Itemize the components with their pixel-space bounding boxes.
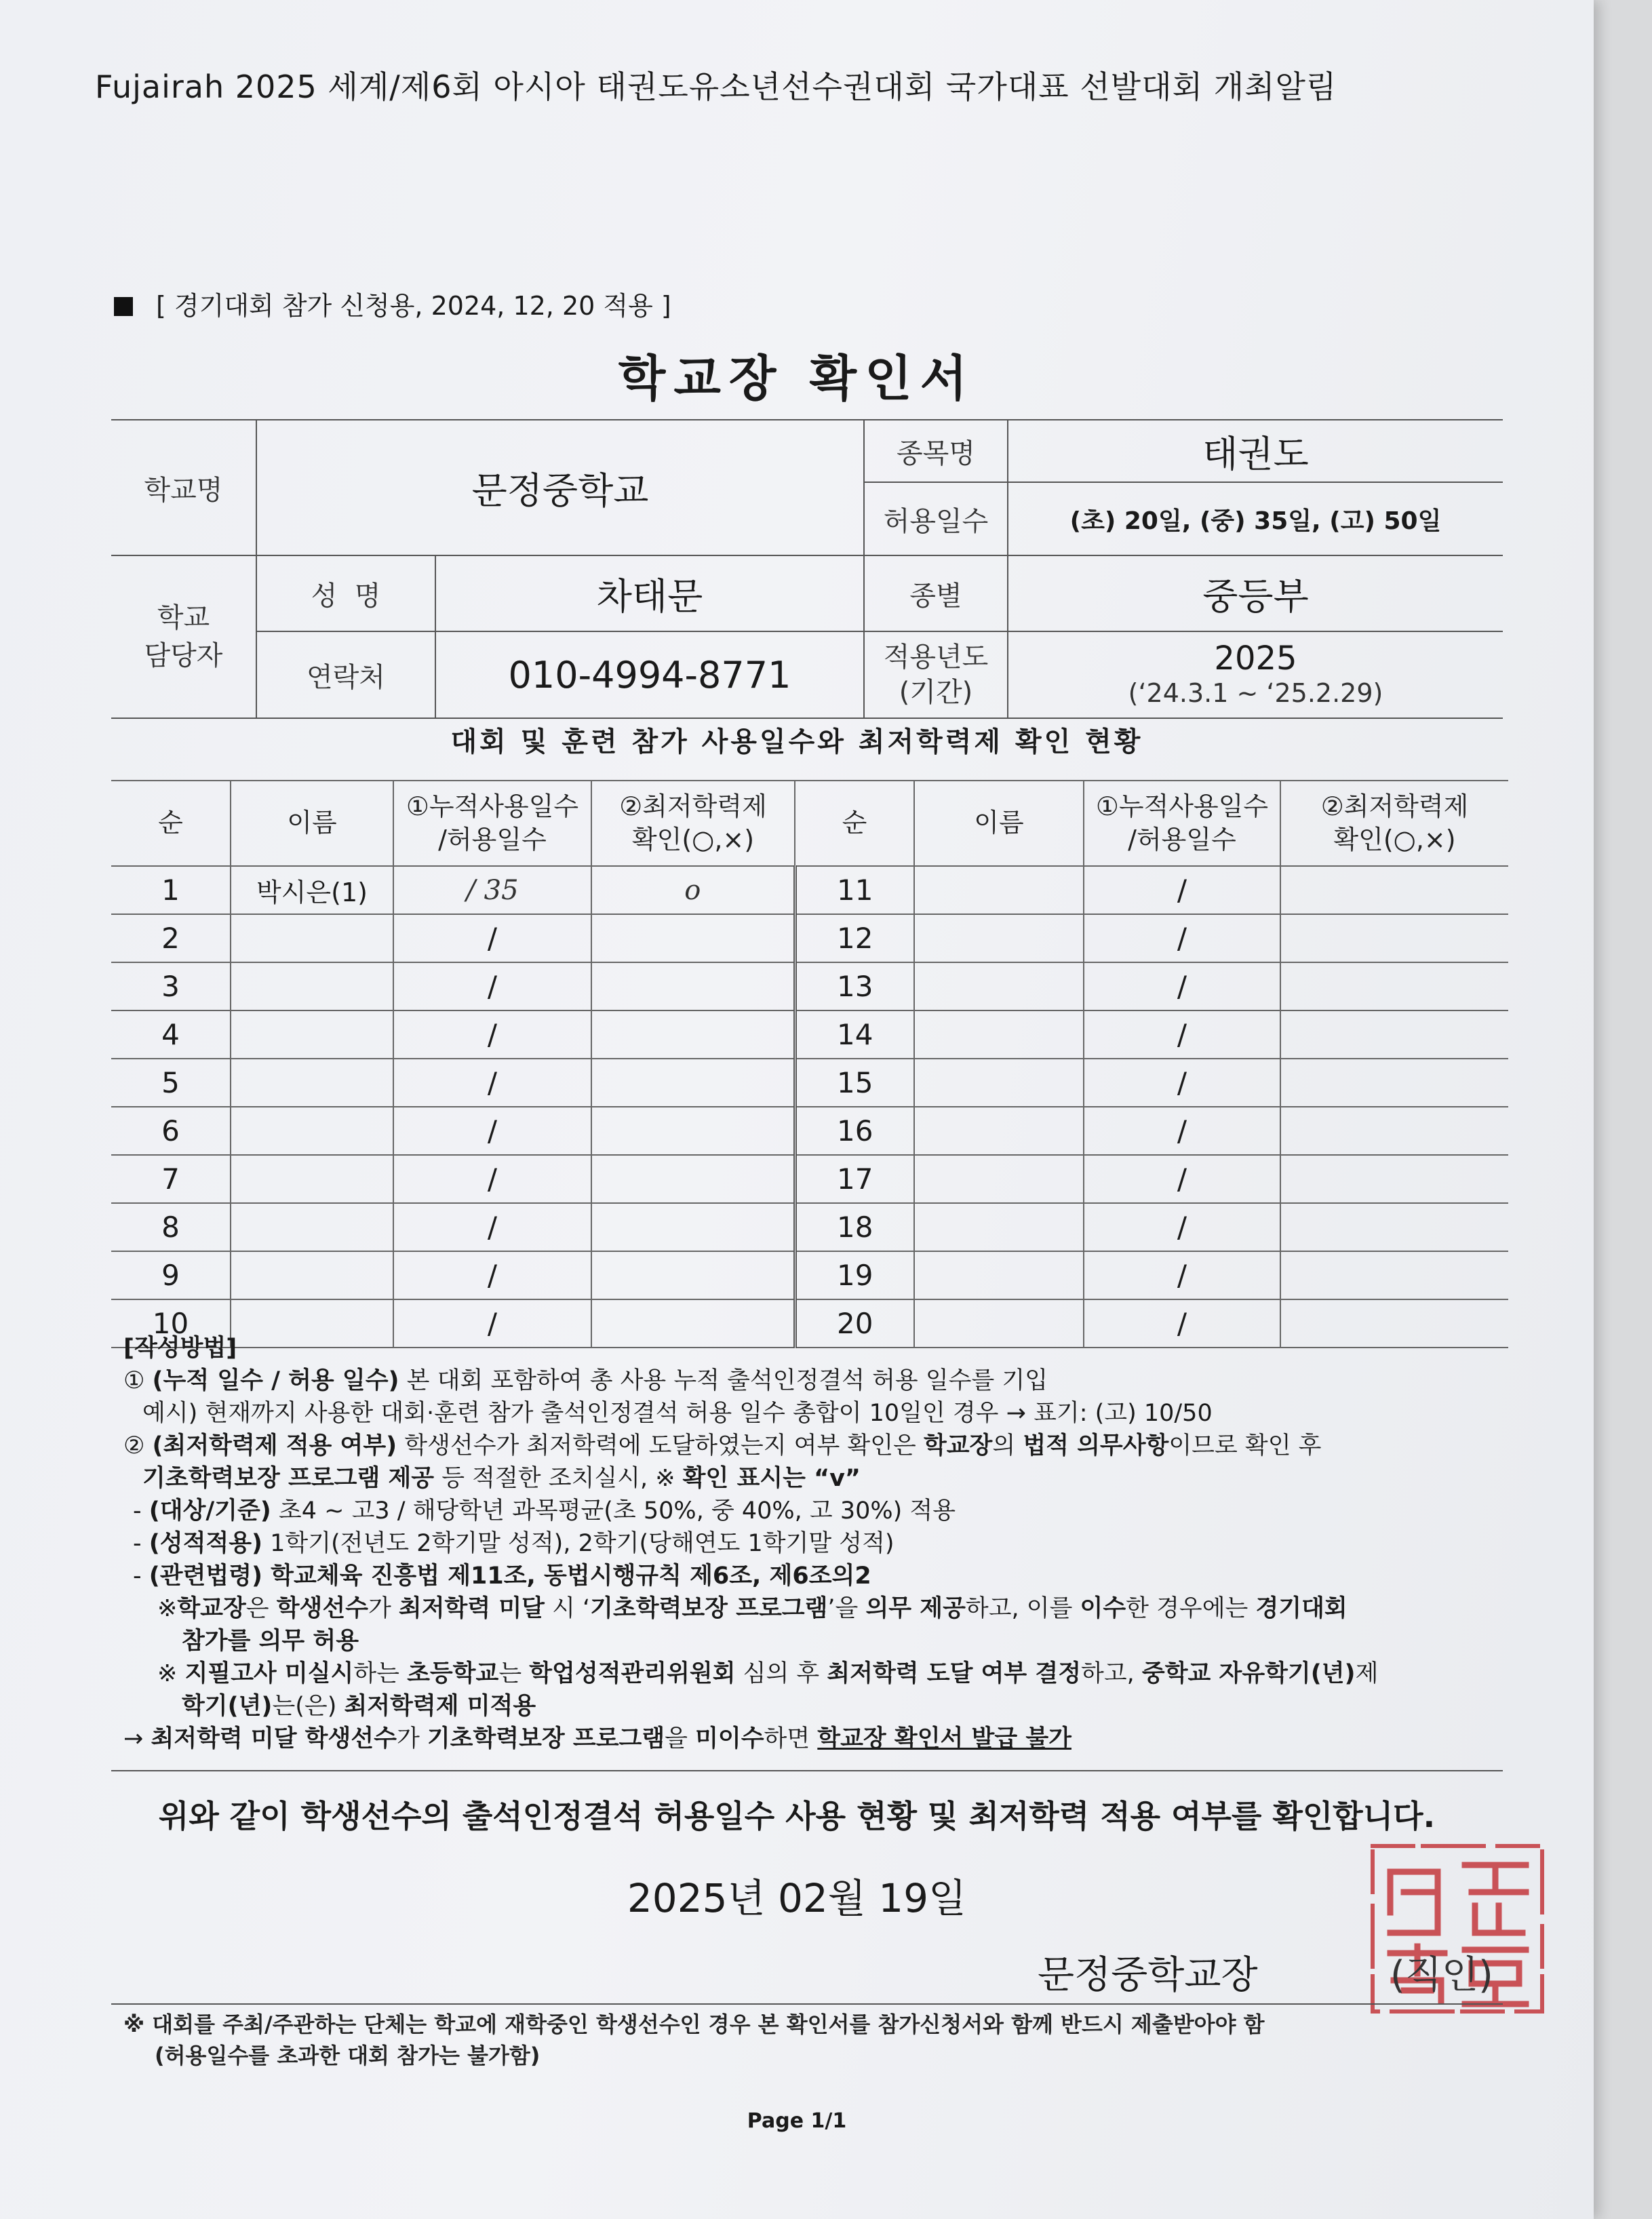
days-used: / bbox=[1084, 914, 1280, 962]
days-used: / bbox=[393, 1299, 591, 1348]
instruction-line bbox=[123, 1657, 1520, 1690]
instruction-line bbox=[123, 1364, 1520, 1397]
text: 이므로 확인 후 bbox=[1168, 1432, 1322, 1459]
table-row bbox=[111, 1107, 1508, 1155]
days-used: / bbox=[1084, 1155, 1280, 1203]
min-score-check bbox=[1280, 962, 1508, 1010]
col-num: 순 bbox=[111, 781, 231, 866]
text: 최저학력제 미적용 bbox=[344, 1693, 536, 1720]
days-used: / bbox=[1084, 962, 1280, 1010]
instruction-line bbox=[123, 1462, 1520, 1495]
text: 본 대회 포함하여 총 사용 누적 출석인정결석 허용 일수를 기입 bbox=[399, 1367, 1048, 1394]
year-period: (‘24.3.1 ~ ‘25.2.29) bbox=[1128, 678, 1383, 709]
days-used: / bbox=[393, 1010, 591, 1059]
student-name bbox=[914, 1010, 1084, 1059]
col-check-right: ②최저학력제 확인(○,×) bbox=[1280, 781, 1508, 866]
text: 는 bbox=[498, 1660, 530, 1687]
student-name bbox=[914, 1251, 1084, 1299]
text: ※ bbox=[157, 1660, 185, 1687]
text: 심의 후 bbox=[735, 1660, 827, 1687]
student-name bbox=[914, 914, 1084, 962]
table-row bbox=[111, 1010, 1508, 1059]
col-days: ①누적사용일수 /허용일수 bbox=[393, 781, 591, 866]
days-used: / bbox=[393, 1107, 591, 1155]
row-number: 5 bbox=[111, 1059, 231, 1107]
principal-name: 문정중학교장 bbox=[1038, 1953, 1258, 1997]
min-score-check bbox=[1280, 1059, 1508, 1107]
table-row bbox=[111, 1251, 1508, 1299]
text: 의무 제공 bbox=[865, 1595, 966, 1622]
text: 초4 ~ 고3 / 해당학년 과목평균(초 50%, 중 40%, 고 30%) 적용 bbox=[271, 1497, 956, 1525]
days-used: / bbox=[1084, 1203, 1280, 1251]
table-row bbox=[111, 1155, 1508, 1203]
instructions bbox=[123, 1332, 1520, 1755]
text: 기초학력보장 프로그램 bbox=[427, 1725, 665, 1752]
instructions-title: [작성방법] bbox=[123, 1335, 237, 1362]
row-number: 19 bbox=[795, 1251, 914, 1299]
text: (누적 일수 / 허용 일수) bbox=[152, 1367, 399, 1394]
allowed-days-label: 허용일수 bbox=[864, 482, 1008, 555]
row-number: 3 bbox=[111, 962, 231, 1010]
min-score-check: o bbox=[591, 866, 795, 914]
min-score-check bbox=[1280, 866, 1508, 914]
text: ① bbox=[123, 1367, 153, 1394]
text: 확인 표시는 “v” bbox=[682, 1465, 861, 1492]
text: 학교장 bbox=[177, 1595, 246, 1622]
days-used: / 35 bbox=[393, 866, 591, 914]
min-score-check bbox=[591, 1251, 795, 1299]
instruction-line: 참가를 의무 허용 bbox=[182, 1628, 359, 1655]
text: 경기대회 bbox=[1255, 1595, 1348, 1622]
text: 최저학력 도달 여부 결정 bbox=[827, 1660, 1082, 1687]
text: 지필고사 미실시 bbox=[184, 1660, 354, 1687]
row-number: 10 bbox=[111, 1299, 231, 1348]
year-label: 적용년도 (기간) bbox=[864, 631, 1008, 718]
allowed-days-value: (초) 20일, (중) 35일, (고) 50일 bbox=[1008, 482, 1503, 555]
text: (대상/기준) bbox=[149, 1497, 271, 1525]
attendance-table bbox=[111, 780, 1508, 1348]
text: 학생선수 bbox=[276, 1595, 368, 1622]
year-value: 2025 bbox=[1214, 640, 1297, 678]
contact-label: 학교 담당자 bbox=[111, 555, 256, 718]
row-number: 12 bbox=[795, 914, 914, 962]
instruction-line bbox=[123, 1495, 1520, 1527]
text: 기초학력보장 프로그램 bbox=[590, 1595, 828, 1622]
days-used: / bbox=[393, 1251, 591, 1299]
text: 가 bbox=[396, 1725, 427, 1752]
footnote-line: (허용일수를 초과한 대회 참가는 불가함) bbox=[155, 2043, 540, 2068]
min-score-check bbox=[1280, 1155, 1508, 1203]
days-used: / bbox=[393, 914, 591, 962]
col-name-right: 이름 bbox=[914, 781, 1084, 866]
table-row bbox=[111, 866, 1508, 914]
text: 하고, 이를 bbox=[965, 1595, 1080, 1622]
text: 시 ‘ bbox=[544, 1595, 591, 1622]
min-score-check bbox=[1280, 1251, 1508, 1299]
year-cell bbox=[1008, 631, 1503, 718]
notice-text: [ 경기대회 참가 신청용, 2024, 12, 20 적용 ] bbox=[156, 291, 671, 321]
student-name bbox=[914, 1059, 1084, 1107]
student-name bbox=[914, 1203, 1084, 1251]
text: ’을 bbox=[827, 1595, 866, 1622]
row-number: 16 bbox=[795, 1107, 914, 1155]
row-number: 11 bbox=[795, 866, 914, 914]
attendance-header-row bbox=[111, 781, 1508, 866]
text: 학기(년) bbox=[182, 1693, 273, 1720]
school-value: 문정중학교 bbox=[256, 420, 864, 555]
instruction-line bbox=[123, 1592, 1520, 1625]
header-title: Fujairah 2025 세계/제6회 아시아 태권도유소년선수권대회 국가대표 선발대회 개최알림 bbox=[95, 68, 1337, 105]
days-used: / bbox=[1084, 1251, 1280, 1299]
table-row bbox=[111, 962, 1508, 1010]
divider bbox=[111, 1770, 1503, 1771]
name-label: 성 명 bbox=[256, 555, 435, 631]
row-number: 9 bbox=[111, 1251, 231, 1299]
min-score-check bbox=[591, 914, 795, 962]
instruction-line bbox=[123, 1527, 1520, 1560]
min-score-check bbox=[1280, 1010, 1508, 1059]
instruction-line: 예시) 현재까지 사용한 대회·훈련 참가 출석인정결석 허용 일수 총합이 10일인 경우 → 표기: (고) 10/50 bbox=[142, 1400, 1213, 1427]
col-check: ②최저학력제 확인(○,×) bbox=[591, 781, 795, 866]
days-used: / bbox=[1084, 1299, 1280, 1348]
text: - bbox=[133, 1497, 149, 1525]
text: 등 적절한 조치실시, ※ bbox=[434, 1465, 683, 1492]
text: ※ bbox=[157, 1595, 178, 1622]
days-used: / bbox=[393, 1059, 591, 1107]
text: 이수 bbox=[1080, 1595, 1126, 1622]
text: 최저학력 미달 학생선수 bbox=[151, 1725, 397, 1752]
text: 의 bbox=[992, 1432, 1023, 1459]
min-score-check bbox=[591, 962, 795, 1010]
text: (최저학력제 적용 여부) bbox=[152, 1432, 397, 1459]
student-name bbox=[231, 1155, 393, 1203]
info-table bbox=[111, 419, 1503, 719]
instruction-line bbox=[123, 1723, 1520, 1755]
seal-label: (직인) bbox=[1390, 1953, 1493, 1997]
footnote-line: ※ 대회를 주최/주관하는 단체는 학교에 재학중인 학생선수인 경우 본 확인서를 참가신청서와 함께 반드시 제출받아야 함 bbox=[123, 2011, 1265, 2037]
document-title: 학교장 확인서 bbox=[618, 350, 976, 407]
confirm-statement: 위와 같이 학생선수의 출석인정결석 허용일수 사용 현황 및 최저학력 적용 여부를 확인합니다. bbox=[158, 1798, 1436, 1834]
text: 최저학력 미달 bbox=[398, 1595, 545, 1622]
event-label: 종목명 bbox=[864, 420, 1008, 482]
text: 학교장 bbox=[923, 1432, 993, 1459]
text: 제 bbox=[1355, 1660, 1379, 1687]
text: → bbox=[123, 1725, 151, 1752]
row-number: 14 bbox=[795, 1010, 914, 1059]
min-score-check bbox=[591, 1010, 795, 1059]
text: 1학기(전년도 2학기말 성적), 2학기(당해연도 1학기말 성적) bbox=[262, 1530, 894, 1557]
min-score-check bbox=[591, 1107, 795, 1155]
row-number: 15 bbox=[795, 1059, 914, 1107]
text: ② bbox=[123, 1432, 153, 1459]
student-name bbox=[914, 866, 1084, 914]
name-value: 차태문 bbox=[435, 555, 864, 631]
days-used: / bbox=[393, 962, 591, 1010]
row-number: 20 bbox=[795, 1299, 914, 1348]
row-number: 17 bbox=[795, 1155, 914, 1203]
page-number: Page 1/1 bbox=[747, 2109, 847, 2133]
text: 한 경우에는 bbox=[1126, 1595, 1256, 1622]
col-days-right: ①누적사용일수 /허용일수 bbox=[1084, 781, 1280, 866]
issue-date: 2025년 02월 19일 bbox=[627, 1875, 967, 1921]
divider bbox=[111, 2003, 1503, 2005]
text: 미이수 bbox=[695, 1725, 764, 1752]
row-number: 18 bbox=[795, 1203, 914, 1251]
min-score-check bbox=[1280, 1203, 1508, 1251]
notice-line bbox=[114, 285, 671, 322]
section-title: 대회 및 훈련 참가 사용일수와 최저학력제 확인 현황 bbox=[450, 726, 1143, 758]
text: 하고, bbox=[1081, 1660, 1142, 1687]
days-used: / bbox=[1084, 1059, 1280, 1107]
row-number: 1 bbox=[111, 866, 231, 914]
student-name bbox=[914, 962, 1084, 1010]
text: (관련법령) 학교체육 진흥법 제11조, 동법시행규칙 제6조, 제6조의2 bbox=[149, 1563, 871, 1590]
text: 초등학교 bbox=[407, 1660, 499, 1687]
table-row bbox=[111, 1203, 1508, 1251]
row-number: 4 bbox=[111, 1010, 231, 1059]
days-used: / bbox=[393, 1155, 591, 1203]
footnote bbox=[123, 2009, 1265, 2071]
row-number: 7 bbox=[111, 1155, 231, 1203]
min-score-check bbox=[591, 1059, 795, 1107]
square-bullet-icon bbox=[114, 297, 133, 316]
student-name bbox=[231, 1251, 393, 1299]
text: 은 bbox=[245, 1595, 277, 1622]
min-score-check bbox=[591, 1155, 795, 1203]
min-score-check bbox=[591, 1203, 795, 1251]
table-row bbox=[111, 914, 1508, 962]
student-name bbox=[231, 1059, 393, 1107]
text: - bbox=[133, 1530, 149, 1557]
days-used: / bbox=[1084, 1107, 1280, 1155]
student-name bbox=[914, 1155, 1084, 1203]
text: - bbox=[133, 1563, 149, 1590]
min-score-check bbox=[1280, 1107, 1508, 1155]
text: (성적적용) bbox=[149, 1530, 262, 1557]
student-name bbox=[231, 1010, 393, 1059]
student-name bbox=[231, 1107, 393, 1155]
text: 하는 bbox=[353, 1660, 408, 1687]
text: 중학교 자유학기(년) bbox=[1141, 1660, 1356, 1687]
text: 법적 의무사항 bbox=[1023, 1432, 1169, 1459]
text: 하면 bbox=[764, 1725, 818, 1752]
text: 기초학력보장 프로그램 제공 bbox=[142, 1465, 435, 1492]
event-value: 태권도 bbox=[1008, 420, 1503, 482]
phone-value: 010-4994-8771 bbox=[435, 631, 864, 718]
row-number: 8 bbox=[111, 1203, 231, 1251]
text: 가 bbox=[368, 1595, 399, 1622]
days-used: / bbox=[1084, 866, 1280, 914]
row-number: 13 bbox=[795, 962, 914, 1010]
min-score-check bbox=[1280, 914, 1508, 962]
student-name bbox=[231, 962, 393, 1010]
school-label: 학교명 bbox=[111, 420, 256, 555]
days-used: / bbox=[1084, 1010, 1280, 1059]
phone-label: 연락처 bbox=[256, 631, 435, 718]
instruction-line bbox=[123, 1430, 1520, 1462]
division-value: 중등부 bbox=[1008, 555, 1503, 631]
instruction-line bbox=[123, 1690, 1520, 1723]
col-name: 이름 bbox=[231, 781, 393, 866]
text: 을 bbox=[665, 1725, 696, 1752]
division-label: 종별 bbox=[864, 555, 1008, 631]
student-name bbox=[231, 914, 393, 962]
student-name bbox=[914, 1107, 1084, 1155]
student-name: 박시은(1) bbox=[231, 866, 393, 914]
days-used: / bbox=[393, 1203, 591, 1251]
instruction-line bbox=[123, 1560, 1520, 1592]
text: 학업성적관리위원회 bbox=[529, 1660, 736, 1687]
student-name bbox=[231, 1203, 393, 1251]
table-row bbox=[111, 1059, 1508, 1107]
col-num-right: 순 bbox=[795, 781, 914, 866]
row-number: 2 bbox=[111, 914, 231, 962]
text: 학교장 확인서 발급 불가 bbox=[817, 1725, 1071, 1752]
row-number: 6 bbox=[111, 1107, 231, 1155]
text: 학생선수가 최저학력에 도달하였는지 여부 확인은 bbox=[397, 1432, 924, 1459]
text: 는(은) bbox=[272, 1693, 345, 1720]
